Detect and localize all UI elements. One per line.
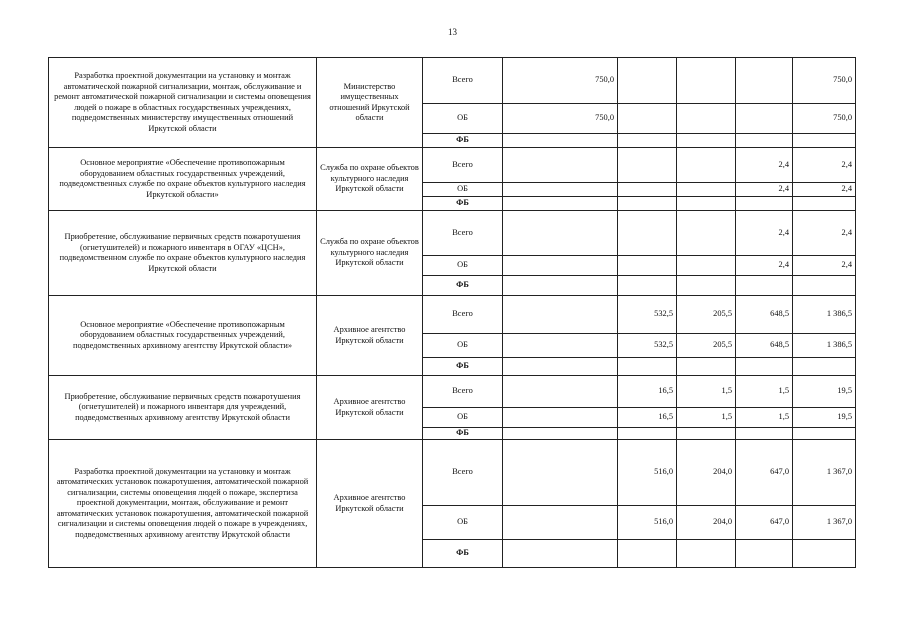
total-value-cell: 750,0 [793,58,856,104]
year-value-cell: 2,4 [736,211,793,256]
year-value-cell [503,376,618,408]
year-value-cell [677,134,736,148]
table-row [49,296,856,334]
total-value-cell [793,134,856,148]
year-value-cell: 516,0 [618,506,677,540]
activity-description: Разработка проектной документации на установку и монтаж автоматических установок пожаротушения, автоматической пожарной сигнализации, системы оповещения людей о пожаре, экспертиза проектной документации, монтаж, обслуживание и ремонт автоматических установок пожаротушения, автоматической пожарной сигнализации и системы оповещения людей о пожаре в учреждениях, подведомственных архивному агентству Иркутской области [49,440,317,568]
year-value-cell [677,211,736,256]
total-value-cell: 750,0 [793,104,856,134]
budget-table [48,57,856,568]
table-row [49,211,856,256]
year-value-cell [736,428,793,440]
year-value-cell [736,134,793,148]
year-value-cell [503,506,618,540]
total-value-cell: 19,5 [793,408,856,428]
funding-source-cell: Всего [423,376,503,408]
page-number: 13 [448,27,457,37]
year-value-cell [503,358,618,376]
year-value-cell: 647,0 [736,440,793,506]
executor-cell: Министерство имущественных отношений Иркутской области [317,58,423,148]
funding-source-cell: Всего [423,211,503,256]
year-value-cell [736,358,793,376]
total-value-cell [793,358,856,376]
total-value-cell: 19,5 [793,376,856,408]
year-value-cell: 750,0 [503,58,618,104]
funding-source-cell: ОБ [423,334,503,358]
year-value-cell: 204,0 [677,506,736,540]
year-value-cell [503,134,618,148]
year-value-cell: 516,0 [618,440,677,506]
year-value-cell [618,276,677,296]
total-value-cell: 1 386,5 [793,296,856,334]
executor-cell: Служба по охране объектов культурного наследия Иркутской области [317,211,423,296]
funding-source-cell: ФБ [423,134,503,148]
year-value-cell: 205,5 [677,334,736,358]
funding-source-cell: Всего [423,148,503,183]
funding-source-cell: Всего [423,440,503,506]
funding-source-cell: ОБ [423,408,503,428]
year-value-cell [503,334,618,358]
year-value-cell: 750,0 [503,104,618,134]
total-value-cell [793,276,856,296]
executor-cell: Архивное агентство Иркутской области [317,296,423,376]
table-row [49,440,856,506]
year-value-cell [618,104,677,134]
activity-description: Основное мероприятие «Обеспечение противопожарным оборудованием областных государственных учреждений, подведомственных службе по охране объектов культурного наследия Иркутской области» [49,148,317,211]
total-value-cell: 2,4 [793,148,856,183]
year-value-cell [677,256,736,276]
year-value-cell: 2,4 [736,148,793,183]
year-value-cell [677,183,736,197]
year-value-cell [677,428,736,440]
funding-source-cell: ФБ [423,197,503,211]
year-value-cell [736,104,793,134]
funding-source-cell: ОБ [423,256,503,276]
year-value-cell [503,148,618,183]
funding-source-cell: ОБ [423,506,503,540]
total-value-cell: 1 367,0 [793,440,856,506]
year-value-cell [503,276,618,296]
year-value-cell [618,134,677,148]
funding-source-cell: ФБ [423,540,503,568]
year-value-cell [503,408,618,428]
year-value-cell [618,428,677,440]
year-value-cell [503,183,618,197]
total-value-cell [793,428,856,440]
year-value-cell: 1,5 [677,376,736,408]
table-body [49,58,856,568]
year-value-cell [503,440,618,506]
table-row [49,58,856,104]
year-value-cell: 16,5 [618,376,677,408]
year-value-cell: 16,5 [618,408,677,428]
year-value-cell [736,276,793,296]
year-value-cell: 204,0 [677,440,736,506]
year-value-cell [503,211,618,256]
year-value-cell [677,197,736,211]
activity-description: Основное мероприятие «Обеспечение противопожарным оборудованием областных государственных учреждений, подведомственных архивному агентству Иркутской области» [49,296,317,376]
executor-cell: Архивное агентство Иркутской области [317,376,423,440]
year-value-cell [736,540,793,568]
year-value-cell: 532,5 [618,334,677,358]
year-value-cell [736,197,793,211]
total-value-cell: 1 367,0 [793,506,856,540]
year-value-cell [503,428,618,440]
total-value-cell: 1 386,5 [793,334,856,358]
total-value-cell: 2,4 [793,256,856,276]
year-value-cell: 532,5 [618,296,677,334]
year-value-cell [618,148,677,183]
funding-source-cell: ФБ [423,428,503,440]
funding-source-cell: ФБ [423,358,503,376]
year-value-cell [677,104,736,134]
table-row [49,148,856,183]
year-value-cell [618,211,677,256]
funding-source-cell: Всего [423,58,503,104]
year-value-cell [618,183,677,197]
year-value-cell [736,58,793,104]
year-value-cell: 1,5 [736,408,793,428]
year-value-cell [677,58,736,104]
year-value-cell [677,148,736,183]
year-value-cell [503,197,618,211]
year-value-cell [618,197,677,211]
year-value-cell [618,540,677,568]
activity-description: Приобретение, обслуживание первичных средств пожаротушения (огнетушителей) и пожарного инвентаря для учреждений, подведомственных архивному агентству Иркутской области [49,376,317,440]
year-value-cell [503,540,618,568]
funding-source-cell: Всего [423,296,503,334]
year-value-cell [503,296,618,334]
table-row [49,376,856,408]
year-value-cell [677,358,736,376]
year-value-cell [618,58,677,104]
total-value-cell: 2,4 [793,183,856,197]
year-value-cell: 648,5 [736,334,793,358]
year-value-cell [677,276,736,296]
year-value-cell: 1,5 [736,376,793,408]
executor-cell: Служба по охране объектов культурного наследия Иркутской области [317,148,423,211]
total-value-cell [793,197,856,211]
year-value-cell [677,540,736,568]
year-value-cell: 2,4 [736,256,793,276]
year-value-cell: 648,5 [736,296,793,334]
year-value-cell: 1,5 [677,408,736,428]
year-value-cell [618,256,677,276]
year-value-cell: 2,4 [736,183,793,197]
funding-source-cell: ФБ [423,276,503,296]
total-value-cell [793,540,856,568]
activity-description: Приобретение, обслуживание первичных средств пожаротушения (огнетушителей) и пожарного инвентаря в ОГАУ «ЦСН», подведомственном службе по охране объектов культурного наследия Иркутской области [49,211,317,296]
year-value-cell [618,358,677,376]
activity-description: Разработка проектной документации на установку и монтаж автоматической пожарной сигнализации, монтаж, обслуживание и ремонт автоматической пожарной сигнализации и системы оповещения людей о пожаре в областных государственных учреждениях, подведомственных министерству имущественных отношений Иркутской области [49,58,317,148]
total-value-cell: 2,4 [793,211,856,256]
funding-source-cell: ОБ [423,104,503,134]
executor-cell: Архивное агентство Иркутской области [317,440,423,568]
year-value-cell: 205,5 [677,296,736,334]
funding-source-cell: ОБ [423,183,503,197]
year-value-cell [503,256,618,276]
year-value-cell: 647,0 [736,506,793,540]
